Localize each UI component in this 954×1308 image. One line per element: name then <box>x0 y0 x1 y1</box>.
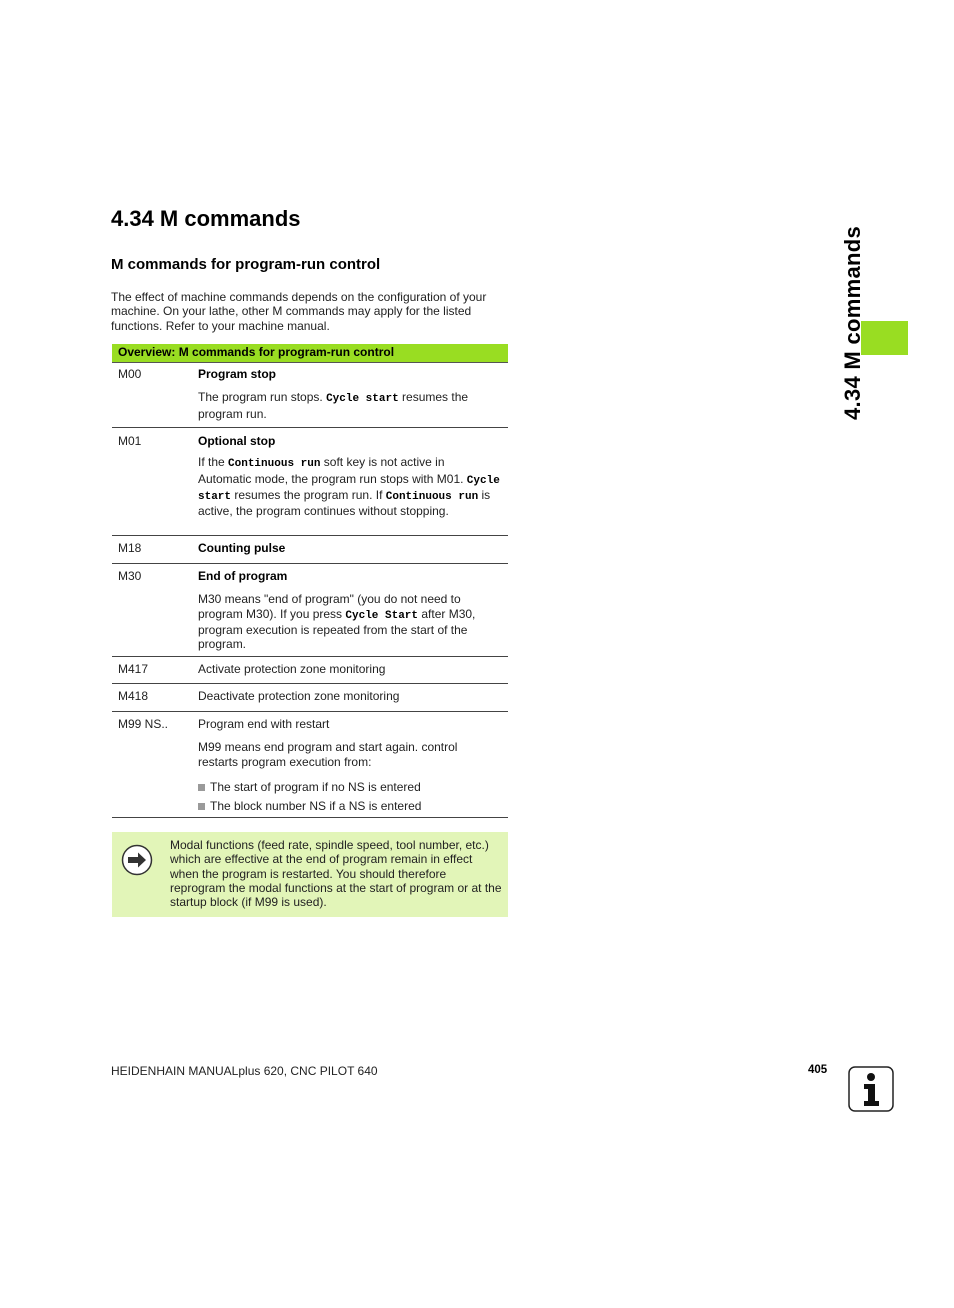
page-number: 405 <box>808 1064 828 1076</box>
row-text: Activate protection zone monitoring <box>198 662 386 676</box>
bullet-list <box>186 778 500 816</box>
side-tab-title: 4.34 M commands <box>840 225 865 420</box>
table-row-m30 <box>112 564 508 657</box>
row-code: M30 <box>118 569 142 583</box>
table-row-m417 <box>112 657 508 684</box>
m-commands-table <box>112 344 508 818</box>
footer-product: HEIDENHAIN MANUALplus 620, CNC PILOT 640 <box>111 1064 378 1078</box>
list-item: The start of program if no NS is entered <box>186 778 500 797</box>
row-code: M01 <box>118 434 142 448</box>
info-icon <box>848 1066 894 1112</box>
row-code: M99 NS.. <box>118 717 169 731</box>
bullet-square-icon <box>198 803 205 810</box>
note-box <box>112 832 508 917</box>
row-code: M18 <box>118 541 142 555</box>
table-row-m00 <box>112 363 508 428</box>
row-title: Counting pulse <box>198 541 286 555</box>
row-title: Program end with restart <box>198 717 330 731</box>
arrow-right-icon <box>121 844 153 876</box>
table-row-m18 <box>112 536 508 564</box>
row-title: Optional stop <box>198 434 276 448</box>
table-row-m418 <box>112 684 508 712</box>
row-code: M418 <box>118 689 149 703</box>
table-row-m99 <box>112 712 508 818</box>
row-text: M30 means "end of program" (you do not need to program M30). If you press Cycle Start after M30, program execution is repeated from the start of the program. <box>198 592 476 652</box>
row-text: If the Continuous run soft key is not active in Automatic mode, the program run stops with M01. Cycle start resumes the program run. If Continuous run is active, the program continues without stopping. <box>198 455 500 519</box>
row-title: Program stop <box>198 367 277 381</box>
table-row-m01 <box>112 428 508 536</box>
row-code: M00 <box>118 367 142 381</box>
row-text: Deactivate protection zone monitoring <box>198 689 400 703</box>
row-title: End of program <box>198 569 288 583</box>
row-code: M417 <box>118 662 149 676</box>
table-header: Overview: M commands for program-run control <box>112 344 508 363</box>
row-text: M99 means end program and start again. control restarts program execution from: <box>198 740 458 769</box>
row-text: The program run stops. Cycle start resumes the program run. <box>198 390 469 421</box>
list-item: The block number NS if a NS is entered <box>186 797 500 816</box>
intro-paragraph: The effect of machine commands depends on the configuration of your machine. On your lathe, other M commands may apply for the listed functions. Refer to your machine manual. <box>111 290 487 333</box>
chapter-tab-marker <box>861 321 908 355</box>
bullet-square-icon <box>198 784 205 791</box>
section-title: 4.34 M commands <box>111 206 301 231</box>
note-text: Modal functions (feed rate, spindle speed, tool number, etc.) which are effective at the end of program remain in effect when the program is restarted. You should therefore reprogram the modal functions at the start of program or at the startup block (if M99 is used). <box>170 838 502 910</box>
subsection-title: M commands for program-run control <box>111 256 381 273</box>
